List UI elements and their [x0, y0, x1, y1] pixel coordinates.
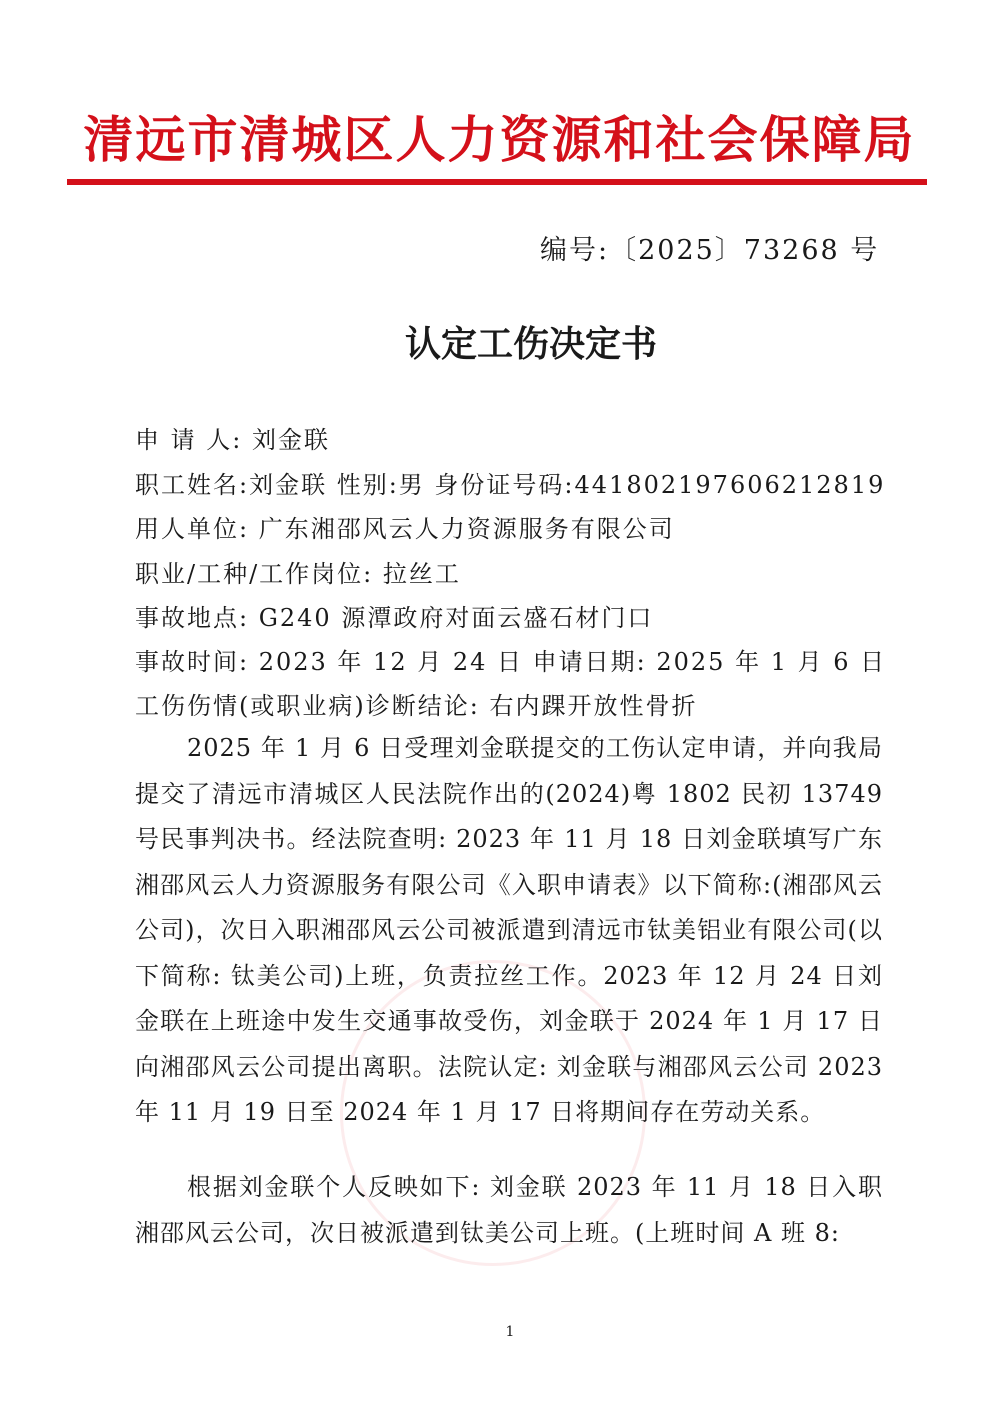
- applicant-line: 申 请 人: 刘金联: [135, 426, 330, 454]
- document-title: 认定工伤决定书: [404, 323, 657, 365]
- diagnosis-line: 工伤伤情(或职业病)诊断结论: 右内踝开放性骨折: [135, 692, 698, 720]
- agency-name: 清远市清城区人力资源和社会保障局: [83, 110, 916, 169]
- red-divider: [67, 179, 927, 185]
- accident-time-line: 事故时间: 2023 年 12 月 24 日 申请日期: 2025 年 1 月 6 日: [135, 648, 887, 676]
- body-paragraph-1: 2025 年 1 月 6 日受理刘金联提交的工伤认定申请，并向我局提交了清远市清城区人民法院作出的(2024)粤 1802 民初 13749 号民事判决书。经法院查明: 2023 年 11 月 18 日刘金联填写广东湘邵风云人力资源服务有限公司《入职申请表》以下简称:(湘邵风云公司)，次日入职湘邵风云公司被派遣到清远市钛美铝业有限公司(以下简称: 钛美公司)上班，负责拉丝工作。2023 年 12 月 24 日刘金联在上班途中发生交通事故受伤，刘金联于 2024 年 1 月 17 日向湘邵风云公司提出离职。法院认定: 刘金联与湘邵风云公司 2023 年 11 月 19 日至 2024 年 1 月 17 日将期间存在劳动关系。: [135, 734, 883, 1126]
- employer-line: 用人单位: 广东湘邵风云人力资源服务有限公司: [135, 515, 675, 543]
- occupation-line: 职业/工种/工作岗位: 拉丝工: [135, 560, 461, 588]
- worker-info-line: 职工姓名:刘金联 性别:男 身份证号码:441802197606212819: [135, 471, 886, 499]
- page-number: 1: [505, 1324, 515, 1340]
- document-number: 编号:〔2025〕73268 号: [540, 235, 880, 266]
- accident-place-line: 事故地点: G240 源潭政府对面云盛石材门口: [135, 604, 654, 632]
- body-paragraph-2: 根据刘金联个人反映如下: 刘金联 2023 年 11 月 18 日入职湘邵风云公司，次日被派遣到钛美公司上班。(上班时间 A 班 8:: [135, 1173, 883, 1247]
